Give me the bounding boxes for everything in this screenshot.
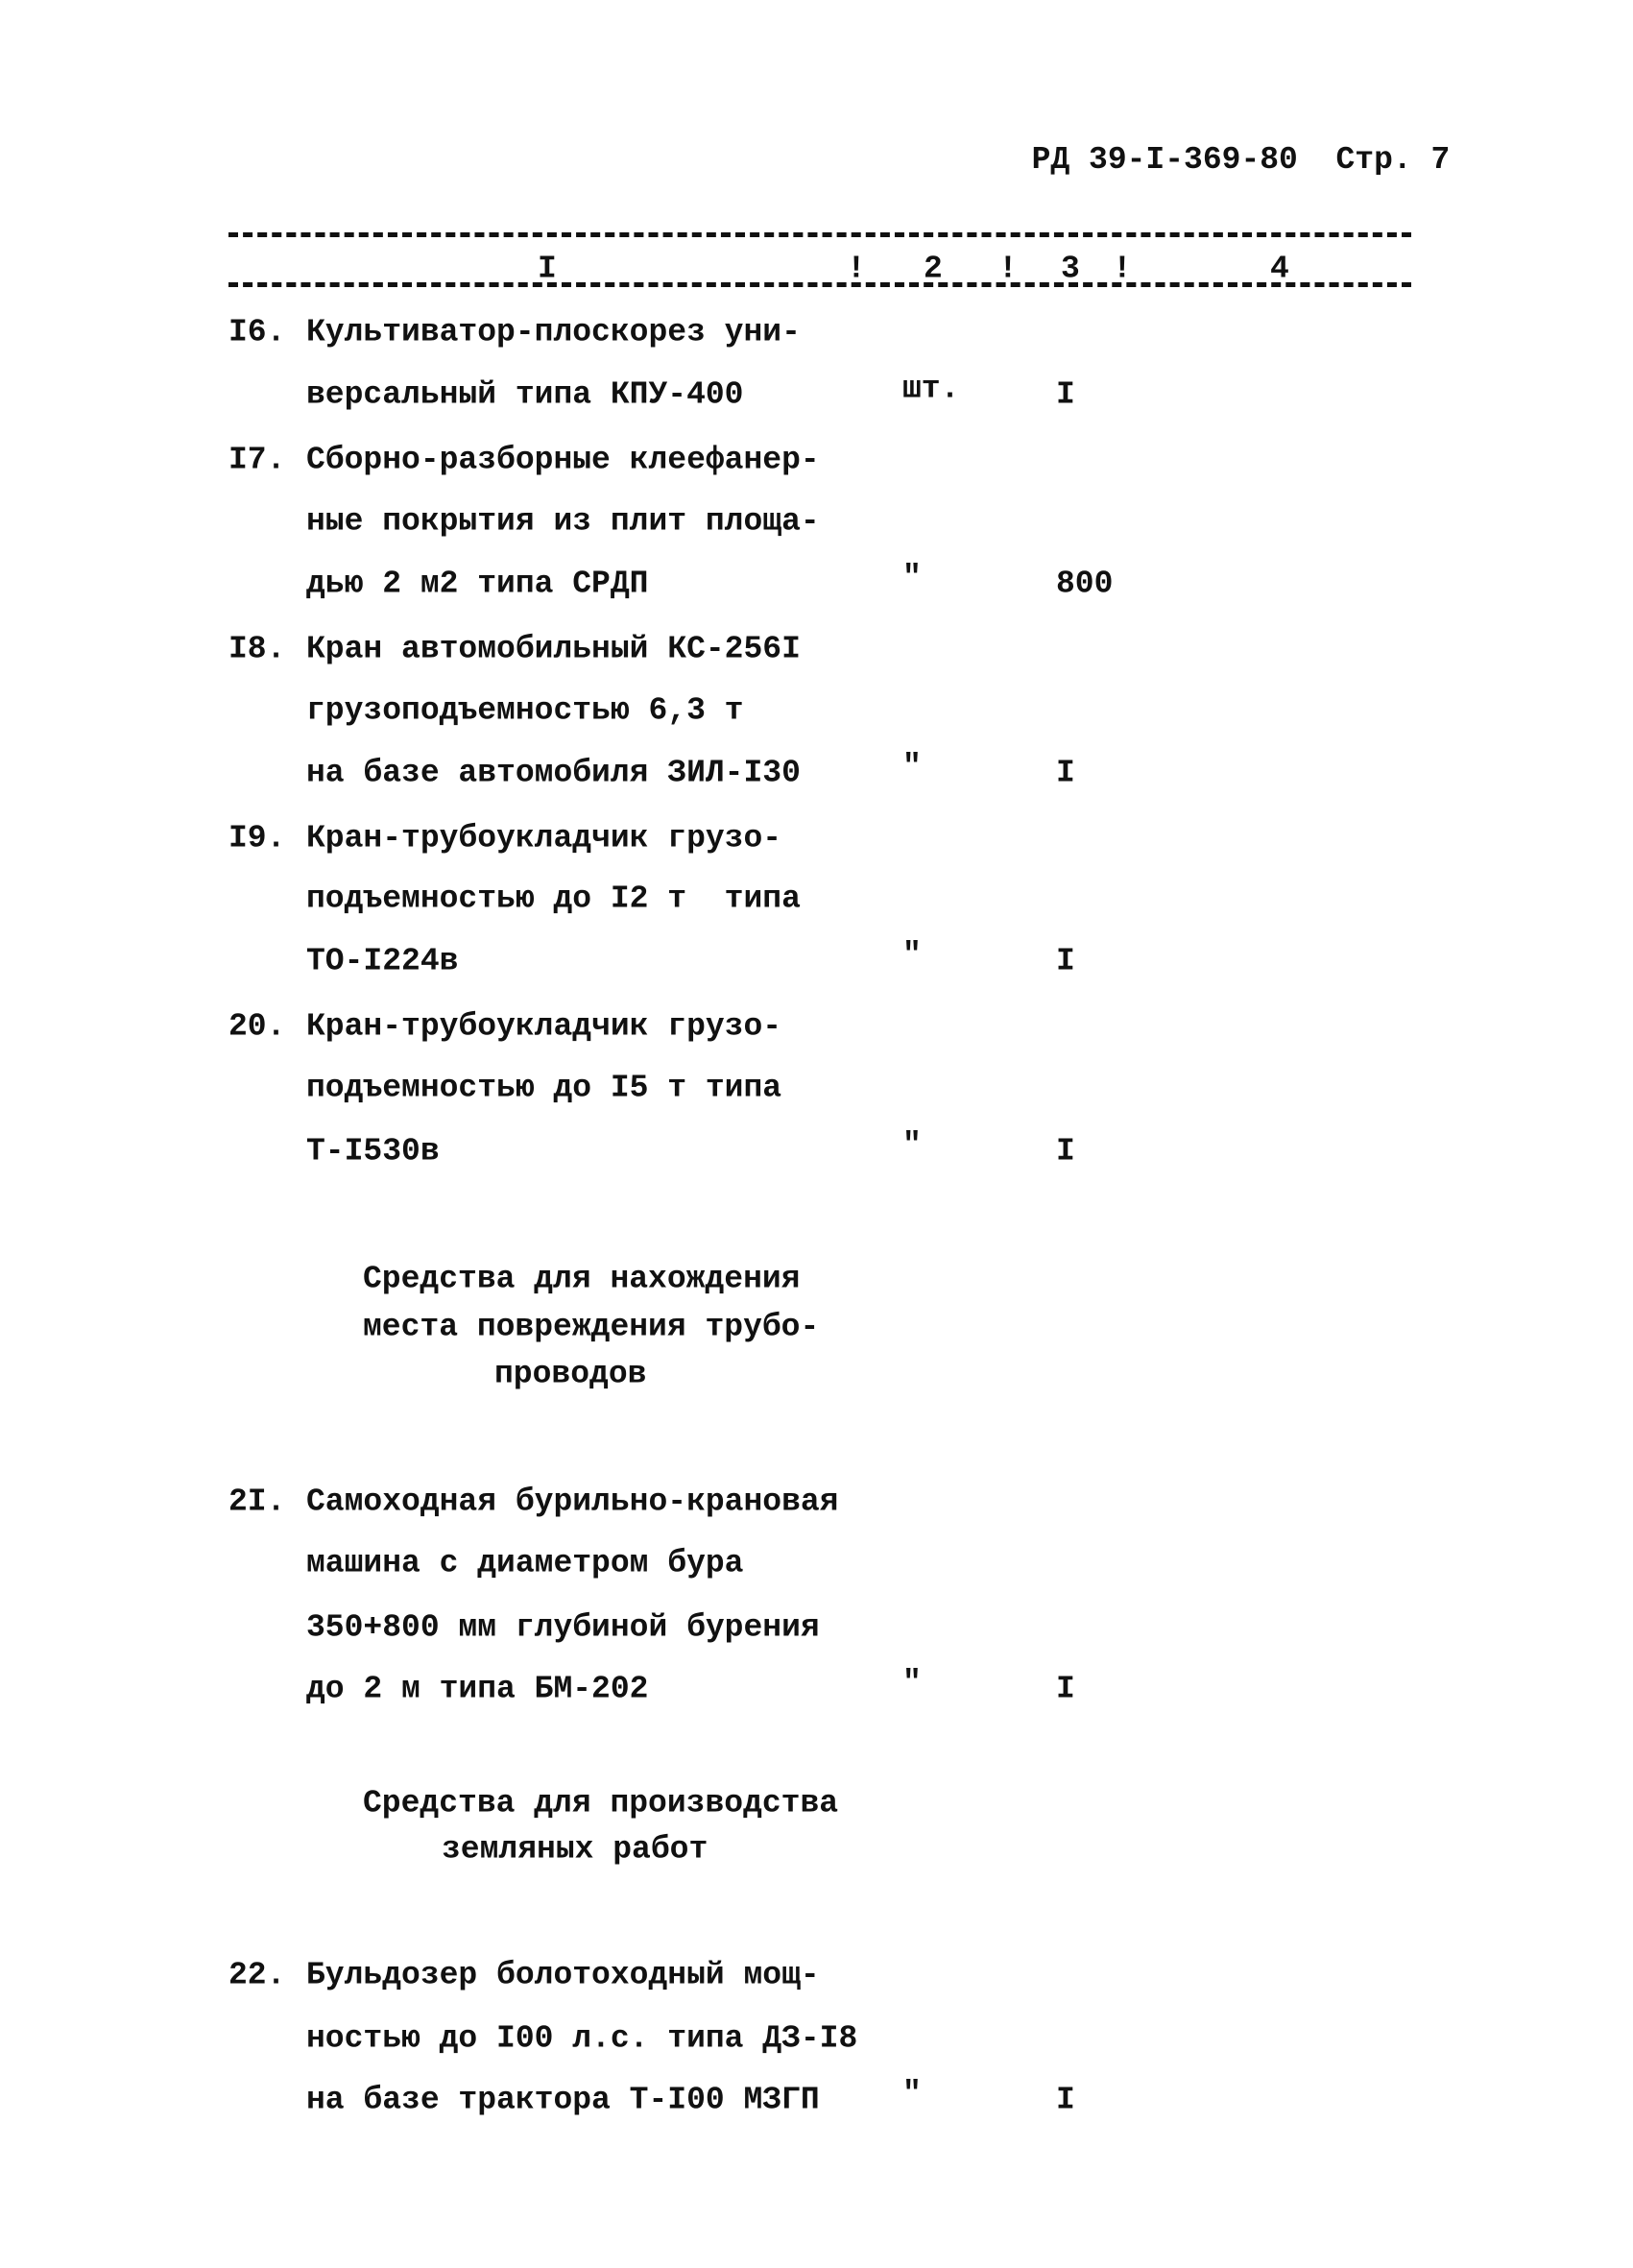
item-unit: " bbox=[902, 1127, 922, 1164]
item-quantity: 800 bbox=[1056, 566, 1114, 602]
item-number: I7. bbox=[228, 442, 286, 478]
item-number: 20. bbox=[228, 1008, 286, 1045]
col-header-3: 3 bbox=[1061, 251, 1080, 287]
col-separator: ! bbox=[847, 251, 866, 287]
section-heading-line: места повреждения трубо- bbox=[363, 1309, 820, 1345]
item-description-line: Кран-трубоукладчик грузо- bbox=[306, 1008, 782, 1045]
col-separator: ! bbox=[998, 251, 1018, 287]
item-quantity: I bbox=[1056, 943, 1075, 979]
col-header-1: I bbox=[538, 251, 557, 287]
item-unit: " bbox=[902, 2076, 922, 2112]
item-description-line: ные покрытия из плит площа- bbox=[306, 503, 820, 540]
item-description-line: на базе трактора Т-I00 МЗГП bbox=[306, 2082, 820, 2118]
item-number: I8. bbox=[228, 631, 286, 667]
item-description-line: Кран-трубоукладчик грузо- bbox=[306, 820, 782, 857]
col-header-2: 2 bbox=[924, 251, 943, 287]
item-description-line: Сборно-разборные клеефанер- bbox=[306, 442, 820, 478]
item-description-line: ТО-I224в bbox=[306, 943, 459, 979]
item-quantity: I bbox=[1056, 2082, 1075, 2118]
item-description-line: 350+800 мм глубиной бурения bbox=[306, 1609, 820, 1646]
item-description-line: Бульдозер болотоходный мощ- bbox=[306, 1957, 820, 1993]
item-quantity: I bbox=[1056, 1671, 1075, 1707]
item-quantity: I bbox=[1056, 376, 1075, 413]
document-header bbox=[994, 112, 1450, 176]
item-unit: " bbox=[902, 560, 922, 596]
doc-code: РД 39-I-369-80 bbox=[1031, 142, 1298, 178]
item-number: I6. bbox=[228, 314, 286, 350]
section-heading-line: Средства для производства bbox=[363, 1785, 839, 1822]
item-description-line: дью 2 м2 типа СРДП bbox=[306, 566, 649, 602]
item-unit: " bbox=[902, 1665, 922, 1701]
item-description-line: Кран автомобильный КС-256I bbox=[306, 631, 801, 667]
item-description-line: Т-I530в bbox=[306, 1133, 440, 1170]
item-quantity: I bbox=[1056, 1133, 1075, 1170]
item-description-line: подъемностью до I5 т типа bbox=[306, 1070, 782, 1106]
section-heading-line: Средства для нахождения bbox=[363, 1261, 801, 1297]
item-description-line: подъемностью до I2 т типа bbox=[306, 881, 801, 917]
section-heading-line: проводов bbox=[494, 1356, 647, 1392]
item-description-line: до 2 м типа БМ-202 bbox=[306, 1671, 649, 1707]
item-description-line: Самоходная бурильно-крановая bbox=[306, 1484, 839, 1520]
item-description-line: грузоподъемностью 6,3 т bbox=[306, 692, 744, 729]
item-number: 22. bbox=[228, 1957, 286, 1993]
page-number: Стр. 7 bbox=[1335, 142, 1451, 178]
col-header-4: 4 bbox=[1270, 251, 1289, 287]
col-separator: ! bbox=[1113, 251, 1132, 287]
item-description-line: машина с диаметром бура bbox=[306, 1545, 744, 1581]
item-unit: " bbox=[902, 749, 922, 785]
item-description-line: версальный типа КПУ-400 bbox=[306, 376, 744, 413]
section-heading-line: земляных работ bbox=[442, 1831, 708, 1868]
item-unit: " bbox=[902, 937, 922, 974]
item-number: I9. bbox=[228, 820, 286, 857]
item-description-line: Культиватор-плоскорез уни- bbox=[306, 314, 801, 350]
item-quantity: I bbox=[1056, 755, 1075, 791]
item-description-line: ностью до I00 л.с. типа ДЗ-I8 bbox=[306, 2020, 858, 2057]
table-header-bottom-rule bbox=[228, 282, 1411, 287]
table-top-rule bbox=[228, 232, 1411, 237]
item-unit: шт. bbox=[902, 371, 960, 407]
item-number: 2I. bbox=[228, 1484, 286, 1520]
item-description-line: на базе автомобиля ЗИЛ-I30 bbox=[306, 755, 801, 791]
